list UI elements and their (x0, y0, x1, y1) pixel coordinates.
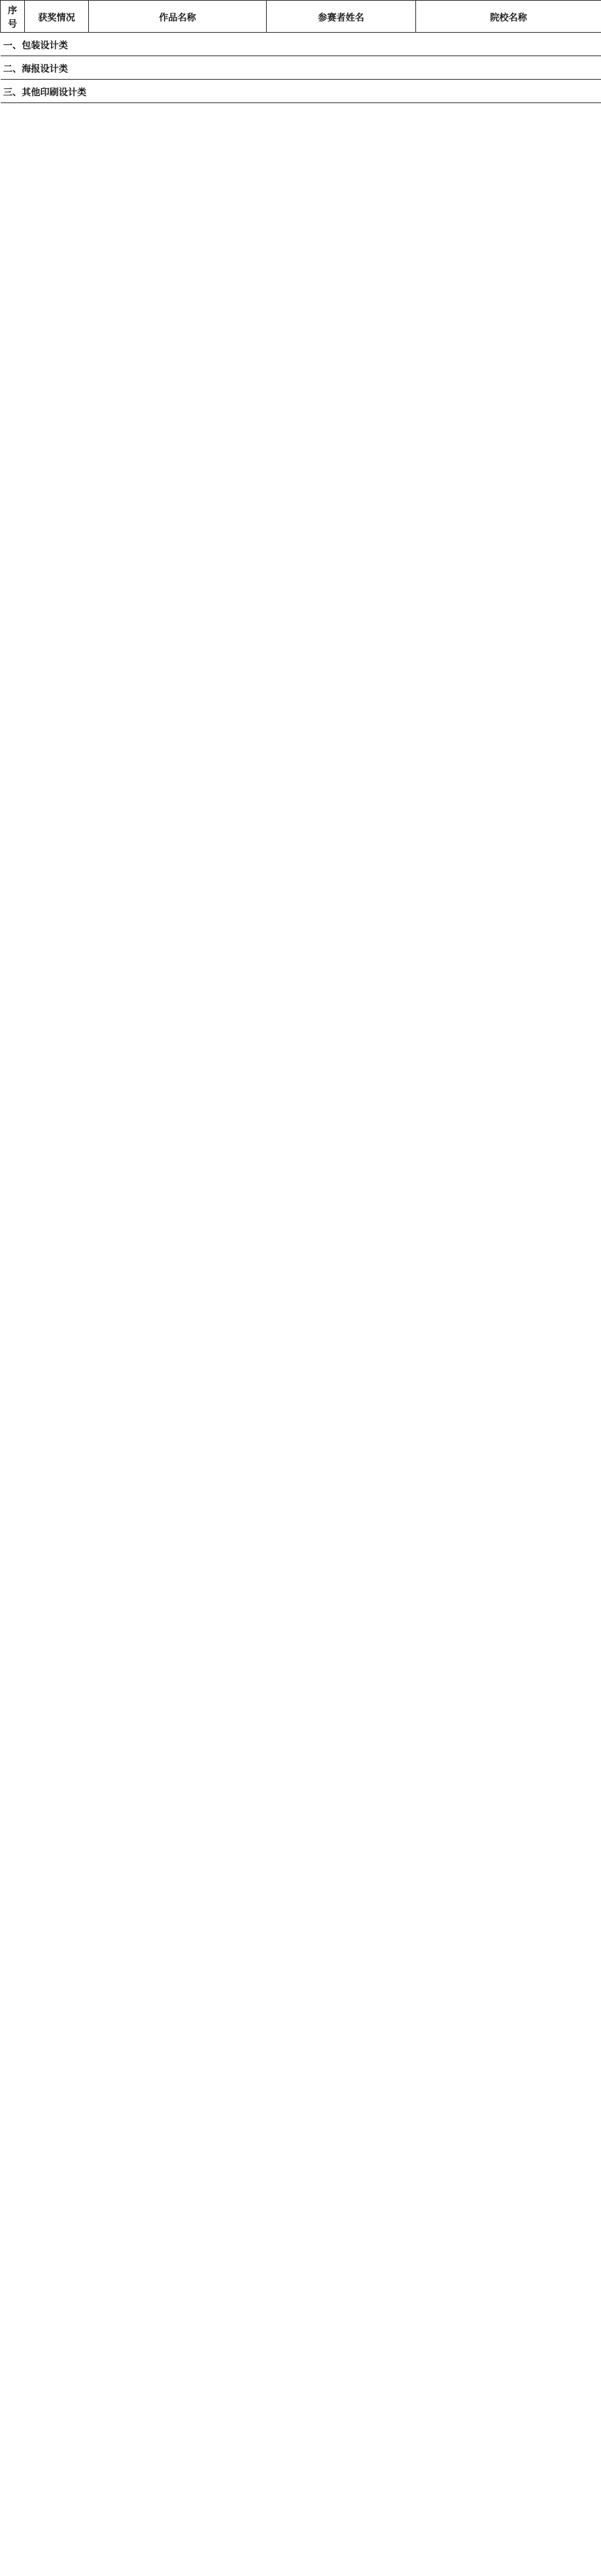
section-title-row (1, 80, 601, 103)
section-title-row (1, 33, 601, 56)
section-title: 二、海报设计类 (1, 56, 601, 80)
header-row (1, 1, 601, 33)
section-title: 一、包装设计类 (1, 33, 601, 56)
col-index: 序号 (1, 1, 25, 33)
col-award: 获奖情况 (25, 1, 89, 33)
col-school: 院校名称 (416, 1, 601, 33)
table-body (1, 33, 601, 103)
section-title: 三、其他印刷设计类 (1, 80, 601, 103)
awards-table (0, 0, 601, 103)
col-work: 作品名称 (89, 1, 267, 33)
section-title-row (1, 56, 601, 80)
col-participant: 参赛者姓名 (267, 1, 416, 33)
